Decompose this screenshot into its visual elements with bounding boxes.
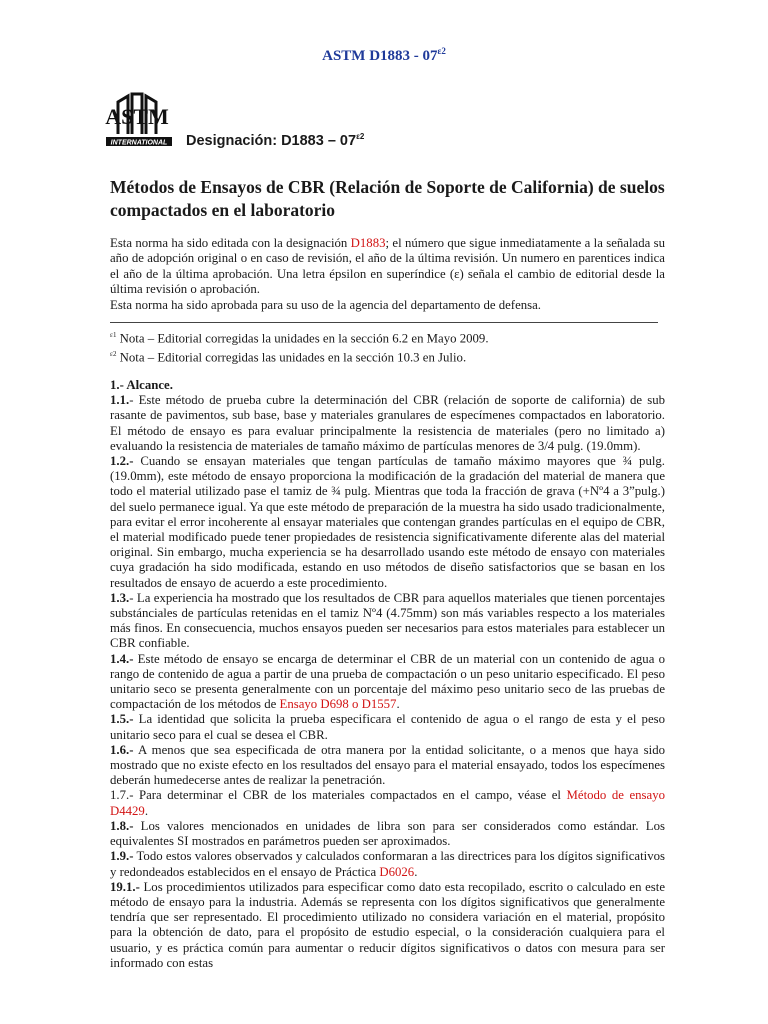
intro-text-b: ; el número que sigue inmediatamente a la señalada su año de adopción original o en caso de revisión, el año de la última revisión. Un numero en parentices indica el año de la última aprobación. Una letra épsilon en superíndice (ε) señala el cambio de editorial desde la última revisión o aprobación. bbox=[110, 236, 666, 297]
designation bbox=[186, 132, 364, 149]
section-alcance bbox=[110, 378, 665, 971]
astm-international-logo bbox=[104, 88, 174, 152]
para-number: 1.5.- bbox=[110, 712, 134, 727]
para-number: 1.2.- bbox=[110, 454, 134, 469]
para-text: A menos que sea especificada de otra manera por la entidad solicitante, o a menos que haya sido mostrado que no existe efecto en los resultados del ensayo para el material ensayado, todos los especímenes deberán humedecerse antes de realizar la penetración. bbox=[110, 742, 665, 788]
link-d6026[interactable]: D6026 bbox=[379, 864, 415, 879]
header-title: ASTM D1883 - 07 bbox=[322, 48, 438, 64]
para-number: 1.6.- bbox=[110, 742, 134, 757]
para-text: - Este método de prueba cubre la determinación del CBR (relación de soporte de california) de sub rasante de pavimentos, sub base, base y materiales granulares de especímenes compactados en laboratorio. El método de ensayo es para evaluar principalmente la resistencia de materiales (pero no limitado a) evaluando la resistencia de materiales de tamaño máximo de partículas menores de 3/4 pulg. (19.0mm). bbox=[110, 393, 665, 453]
para-number: 1.9.- bbox=[110, 849, 134, 864]
intro-paragraph-1 bbox=[110, 236, 665, 298]
paragraph-1-6 bbox=[110, 743, 665, 789]
para-text: Cuando se ensayan materiales que tengan partículas de tamaño máximo mayores que ¾ pulg. (19.0mm), este método de ensayo proporciona la modificación de la gradación del material de manera que todo el material utilizado pase el tamiz de ¾ pulg. Mientras que toda la fracción de grava (+Nº4 a 3”pulg.) del suelo permanece igual. Ya que este método de preparación de la muestra ha sido usado tradicionalmente, para evitar el error incoherente al ensayar materiales que contengan grandes partículas en el equipo de CBR, el material modificado puede tener propiedades de resistencia significativamente diferente alas del material original. Sin embargo, mucha experiencia se ha desarrollado usando este método de ensayo con materiales cuya gradación ha sido modificada, estando en uso métodos de diseño satisfactorios que se basan en los resultados de ensayo de acuerdo a este procedimiento. bbox=[110, 454, 665, 590]
para-text: Este método de ensayo se encarga de determinar el CBR de un material con un contenido de agua o rango de contenido de agua a partir de una prueba de compactación o un peso unitario especificado. El peso unitario seco se presenta generalmente con un porcentaje del máximo peso unitario seco de las pruebas de compactación de los métodos de bbox=[110, 651, 665, 712]
paragraph-1-1 bbox=[110, 393, 665, 454]
document-title: Métodos de Ensayos de CBR (Relación de Soporte de California) de suelos compactados en el laboratorio bbox=[110, 177, 665, 220]
paragraph-1-3 bbox=[110, 591, 665, 652]
para-number: 19.1.- bbox=[110, 879, 140, 894]
paragraph-1-8 bbox=[110, 819, 665, 849]
designation-superscript: ε2 bbox=[356, 132, 365, 141]
link-d1883[interactable]: D1883 bbox=[350, 236, 386, 250]
intro-block bbox=[110, 236, 665, 313]
para-text: 1.7.- Para determinar el CBR de los materiales compactados en el campo, véase el bbox=[110, 788, 567, 803]
editorial-notes bbox=[110, 327, 665, 366]
intro-text-a: Esta norma ha sido editada con la designación bbox=[110, 236, 351, 250]
paragraph-1-7 bbox=[110, 788, 665, 818]
designation-label: Designación: bbox=[186, 132, 278, 149]
note-1 bbox=[110, 327, 665, 346]
note-2-sup: ε2 bbox=[110, 350, 117, 359]
header-title-superscript: ε2 bbox=[437, 46, 446, 56]
para-text-end: . bbox=[396, 697, 400, 712]
para-number: 1.3. bbox=[110, 590, 130, 605]
svg-text:ASTM: ASTM bbox=[105, 104, 169, 129]
para-text: La identidad que solicita la prueba especificara el contenido de agua o el rango de esta y el peso unitario seco para el cual se desea el CBR. bbox=[110, 712, 665, 742]
note-2 bbox=[110, 346, 665, 365]
para-text: - La experiencia ha mostrado que los resultados de CBR para aquellos materiales que tienen porcentajes substánciales de partículas retenidas en el tamiz Nº4 (4.75mm) son más variables respecto a los materiales más finos. En consecuencia, muchos ensayos pueden ser necesarios para estos materiales para establecer un CBR confiable. bbox=[110, 590, 665, 651]
intro-paragraph-2: Esta norma ha sido aprobada para su uso de la agencia del departamento de defensa. bbox=[110, 297, 542, 312]
note-1-sup: ε1 bbox=[110, 331, 117, 339]
paragraph-1-4 bbox=[110, 652, 665, 713]
paragraph-1-5 bbox=[110, 712, 665, 742]
para-text: Los procedimientos utilizados para especificar como dato esta recopilado, escrito o calculado en este método de ensayo para la industria. Además se representa con los dígitos significativos que generalmente tendría que ser representado. El procedimiento utilizado no considera variación en el material, propósito para la obtención de dato, para el propósito de estudio especial, o la consideración cualquiera para el usuario, y es práctica común para aumentar o reducir dígitos significativos o datos con mesura para ser informado con estas bbox=[110, 879, 665, 970]
section-heading: 1.- Alcance. bbox=[110, 378, 173, 392]
paragraph-1-2 bbox=[110, 454, 665, 591]
link-d4429[interactable]: Método de ensayo D4429 bbox=[110, 788, 665, 818]
logo-text: INTERNATIONAL bbox=[110, 139, 168, 147]
designation-code: D1883 – 07 bbox=[281, 132, 357, 149]
divider bbox=[110, 322, 658, 323]
page-header bbox=[0, 46, 768, 65]
para-number: 1.1. bbox=[110, 393, 130, 408]
para-text-end: . bbox=[414, 864, 418, 879]
paragraph-1-9 bbox=[110, 849, 665, 879]
note-1-text: Nota – Editorial corregidas la unidades en la sección 6.2 en Mayo 2009. bbox=[116, 331, 489, 346]
para-text: Todo estos valores observados y calculados conformaran a las directrices para los dígitos significativos y redondeados establecidos en el ensayo de Práctica bbox=[110, 849, 665, 879]
para-number: 1.8.- bbox=[110, 818, 134, 833]
para-number: 1.4.- bbox=[110, 651, 134, 666]
note-2-text: Nota – Editorial corregidas las unidades en la sección 10.3 en Julio. bbox=[116, 350, 467, 365]
link-d698-d1557[interactable]: Ensayo D698 o D1557 bbox=[279, 697, 397, 712]
para-text-end: . bbox=[144, 803, 149, 818]
paragraph-19-1 bbox=[110, 880, 665, 971]
para-text: Los valores mencionados en unidades de libra son para ser considerados como estándar. Los equivalentes SI mostrados en parámetros pueden ser aproximados. bbox=[110, 818, 665, 849]
